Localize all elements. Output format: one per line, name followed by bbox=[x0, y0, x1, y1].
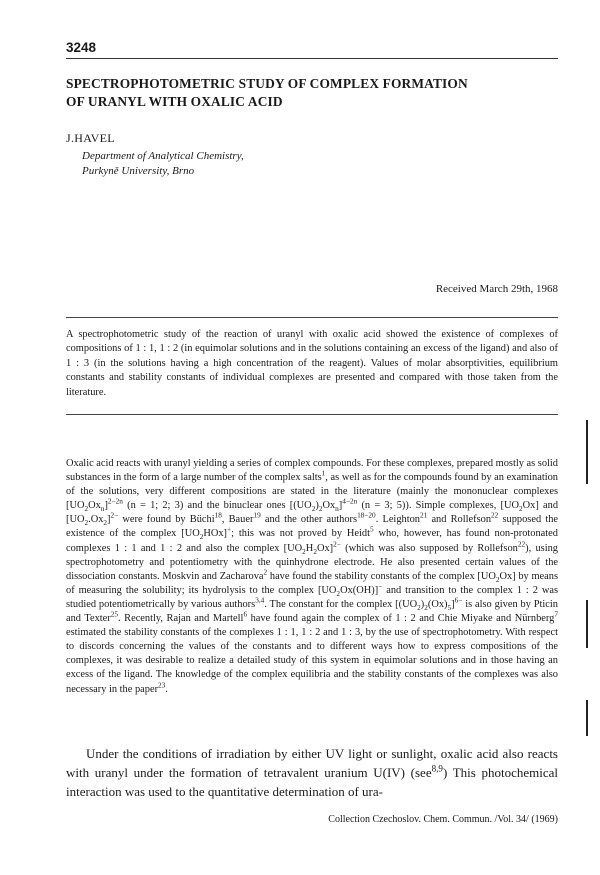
margin-mark bbox=[586, 600, 588, 648]
abstract-text: A spectrophotometric study of the reaction of uranyl with oxalic acid showed the existence of complexes of compositions of 1 : 1, 1 : 2 (in equimolar solutions and in the solutions containing an excess of the ligand) and also of 1 : 3 (in the solutions having a high concentration of the reagent). Values of molar absorptivities, equilibrium constants and stability constants of individual complexes are presented and compared with those taken from the literature. bbox=[66, 329, 558, 398]
abstract-bottom-rule bbox=[66, 414, 558, 415]
abstract-top-rule bbox=[66, 317, 558, 318]
title-line-2: OF URANYL WITH OXALIC ACID bbox=[66, 93, 283, 109]
title-line-1: SPECTROPHOTOMETRIC STUDY OF COMPLEX FORMATION bbox=[66, 76, 468, 91]
margin-mark bbox=[586, 420, 588, 484]
page-number: 3248 bbox=[66, 40, 97, 55]
affiliation-line-1: Department of Analytical Chemistry, bbox=[82, 150, 244, 162]
article-title bbox=[66, 75, 558, 110]
author-name: J.HAVEL bbox=[66, 131, 115, 145]
affiliation-line-2: Purkyně University, Brno bbox=[82, 164, 195, 177]
abstract bbox=[66, 328, 558, 400]
affiliation bbox=[82, 149, 244, 178]
header-rule bbox=[66, 58, 558, 59]
received-date: Received March 29th, 1968 bbox=[435, 283, 558, 295]
body-paragraph-2: Under the conditions of irradiation by either UV light or sunlight, oxalic acid also reacts with uranyl under the formation of tetravalent uranium U(IV) (see$^{8,9}$) This photochemical interaction was used to the quantitative determination of ura- bbox=[66, 746, 558, 799]
margin-mark bbox=[586, 700, 588, 736]
body-paragraph-1: Oxalic acid reacts with uranyl yielding a series of complex compounds. For these complexes, prepared mostly as solid substances in the form of a large number of the complex salts$^1$, as well as for the compounds found by an examination of the solutions, very different compositions are stated in the literature (mainly the mononuclear complexes $[UO_2Ox_n]^{2-2n}$ (n = 1; 2; 3) and the binuclear ones $[(UO_2)_2Ox_n]^{4-2n}$ (n = 3; 5)). Simple complexes, $[UO_2Ox]$ and $[UO_2.Ox_2]^{2-}$ were found by Büchi$^{18}$, Bauer$^{19}$ and the other authors$^{18-20}$. Leighton$^{21}$ and Rollefson$^{22}$ supposed the existence of the complex $[UO_2HOx]^+$; this was not proved by Heidt$^5$ who, however, has found non-protonated complexes 1 : 1 and 1 : 2 and also the complex $[UO_2H_2Ox]^{2-}$ (which was also supposed by Rollefson$^{22}$), using spectrophotometry and potentiometry with the quinhydrone electrode. He also presented certain values of the dissociation constants. Moskvin and Zacharova$^2$ have found the stability constants of the complex $[UO_2Ox]$ by means of measuring the solubility; its hydrolysis to the complex $[UO_2Ox(OH)]^-$ and transition to the complex 1 : 2 was studied potentiometrically by various authors$^{3,4}$. The constant for the complex $[(UO_2)_2(Ox)_5]^{6-}$ is also given by Pticin and Texter$^{25}$. Recently, Rajan and Martell$^6$ have found again the complex of 1 : 2 and Chie Miyake and Nürnberg$^7$ estimated the stability constants of the complexes 1 : 1, 1 : 2 and 1 : 3, by the use of spectrophotometry. With respect to discords concerning the values of the constants and to different ways how to express compositions of the complexes, it was desirable to realize a detailed study of this system in equimolar solutions and in those having an excess of the ligand. The knowledge of the complex equilibria and the stability constants of the complexes was also necessary in the paper$^{23}$. bbox=[66, 458, 559, 695]
journal-citation: Collection Czechoslov. Chem. Commun. /Vol. 34/ (1969) bbox=[328, 814, 558, 825]
